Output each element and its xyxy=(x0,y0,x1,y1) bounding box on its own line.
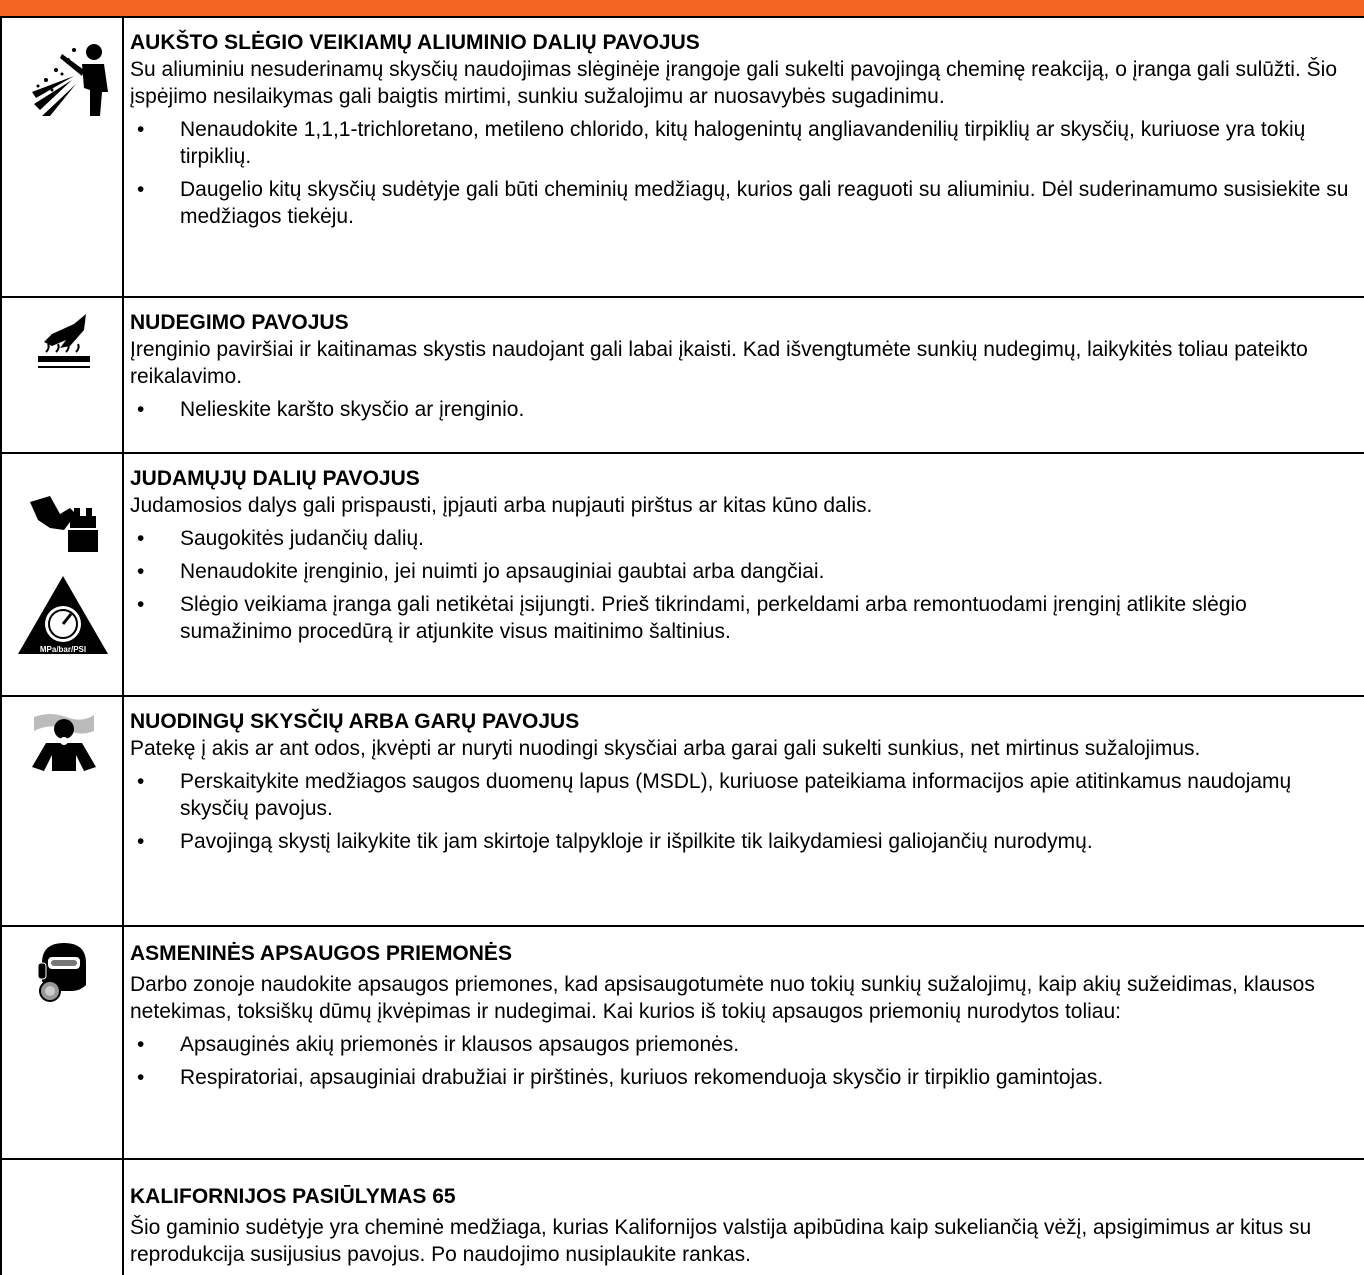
bullet-item: • Respiratoriai, apsauginiai drabužiai ir pirštinės, kuriuos rekomenduoja skysčio ir tirpiklio gamintojas. xyxy=(130,1064,1360,1091)
warnings-table xyxy=(0,18,1364,1275)
section-title: JUDAMŲJŲ DALIŲ PAVOJUS xyxy=(130,467,420,490)
section-title: ASMENINĖS APSAUGOS PRIEMONĖS xyxy=(130,942,512,965)
bullet-item: • Nenaudokite įrenginio, jei nuimti jo apsauginiai gaubtai arba dangčiai. xyxy=(130,558,1360,585)
pressure-gauge-icon xyxy=(16,574,110,656)
icon-cell xyxy=(0,697,124,925)
protective-equipment-icon xyxy=(36,941,92,1005)
warning-row-aluminum xyxy=(0,18,1364,298)
bullet-item: • Daugelio kitų skysčių sudėtyje gali būti cheminių medžiagų, kurios gali reaguoti su aliuminiu. Dėl suderinamumo susisiekite su medžiagos tiekėju. xyxy=(130,176,1360,230)
bullet-item: • Apsauginės akių priemonės ir klausos apsaugos priemonės. xyxy=(130,1031,1360,1058)
toxic-fumes-icon xyxy=(30,711,98,773)
section-text: Įrenginio paviršiai ir kaitinamas skystis naudojant gali labai įkaisti. Kad išvengtumėte sunkių nudegimų, laikykitės toliau pateikto reikalavimo. xyxy=(130,338,1308,388)
section-text: Judamosios dalys gali prispausti, įpjauti arba nupjauti pirštus ar kitas kūno dalis. xyxy=(130,494,873,517)
bullet-item: • Pavojingą skystį laikykite tik jam skirtoje talpykloje ir išpilkite tik laikydamiesi galiojančių nurodymų. xyxy=(130,828,1360,855)
icon-cell xyxy=(0,18,124,296)
moving-parts-icon xyxy=(28,494,100,554)
bullet-item: • Slėgio veikiama įranga gali netikėtai įsijungti. Prieš tikrindami, perkeldami arba remontuodami įrenginį atlikite slėgio sumažinimo procedūrą ir atjunkite visus maitinimo šaltinius. xyxy=(130,591,1360,645)
section-text: Su aliuminiu nesuderinamų skysčių naudojimas slėginėje įrangoje gali sukelti pavojingą cheminę reakciją, o įranga gali sulūžti. Šio įspėjimo nesilaikymas gali baigtis mirtimi, sunkiu sužalojimu ar nuosavybės sugadinimu. xyxy=(130,58,1337,108)
section-text: Šio gaminio sudėtyje yra cheminė medžiaga, kurias Kalifornijos valstija apibūdina kaip sukeliančią vėžį, apsigimimus ar kitus su reprodukcija susijusius pavojus. Po naudojimo nusiplaukite rankas. xyxy=(130,1216,1312,1266)
section-text: Darbo zonoje naudokite apsaugos priemones, kad apsisaugotumėte nuo tokių sunkių sužalojimų, kaip akių sužeidimas, klausos netekimas, toksiškų dūmų įkvėpimas ir nudegimai. Kai kurios iš tokių apsaugos priemonių nurodytos toliau: xyxy=(130,973,1315,1023)
warning-row-prop65 xyxy=(0,1160,1364,1275)
bullet-item: • Nelieskite karšto skysčio ar įrenginio. xyxy=(130,396,1360,423)
warning-row-toxic xyxy=(0,697,1364,927)
pressurized-aluminum-explosion-icon xyxy=(32,40,114,118)
section-title: NUODINGŲ SKYSČIŲ ARBA GARŲ PAVOJUS xyxy=(130,710,580,733)
section-text: Patekę į akis ar ant odos, įkvėpti ar nuryti nuodingi skysčiai arba garai gali sukelti sunkius, net mirtinus sužalojimus. xyxy=(130,737,1201,760)
warning-header-bar xyxy=(0,0,1364,18)
hot-surface-icon xyxy=(34,312,94,374)
icon-cell xyxy=(0,1160,124,1275)
warning-row-ppe xyxy=(0,927,1364,1160)
section-title: KALIFORNIJOS PASIŪLYMAS 65 xyxy=(130,1185,456,1208)
icon-cell xyxy=(0,298,124,452)
section-title: NUDEGIMO PAVOJUS xyxy=(130,311,349,334)
icon-cell xyxy=(0,454,124,695)
bullet-item: • Saugokitės judančių dalių. xyxy=(130,525,1360,552)
bullet-item: • Nenaudokite 1,1,1-trichloretano, metileno chlorido, kitų halogenintų angliavandenilių tirpiklių ar skysčių, kuriuose yra tokių tirpiklių. xyxy=(130,116,1360,170)
bullet-item: • Perskaitykite medžiagos saugos duomenų lapus (MSDL), kuriuose pateikiama informacijos apie atitinkamus naudojamų skysčių pavojus. xyxy=(130,768,1360,822)
section-title: AUKŠTO SLĖGIO VEIKIAMŲ ALIUMINIO DALIŲ PAVOJUS xyxy=(130,31,700,54)
warning-row-burn xyxy=(0,298,1364,454)
warning-row-moving-parts xyxy=(0,454,1364,697)
icon-cell xyxy=(0,927,124,1158)
gauge-label: MPa/bar/PSI xyxy=(39,645,87,654)
